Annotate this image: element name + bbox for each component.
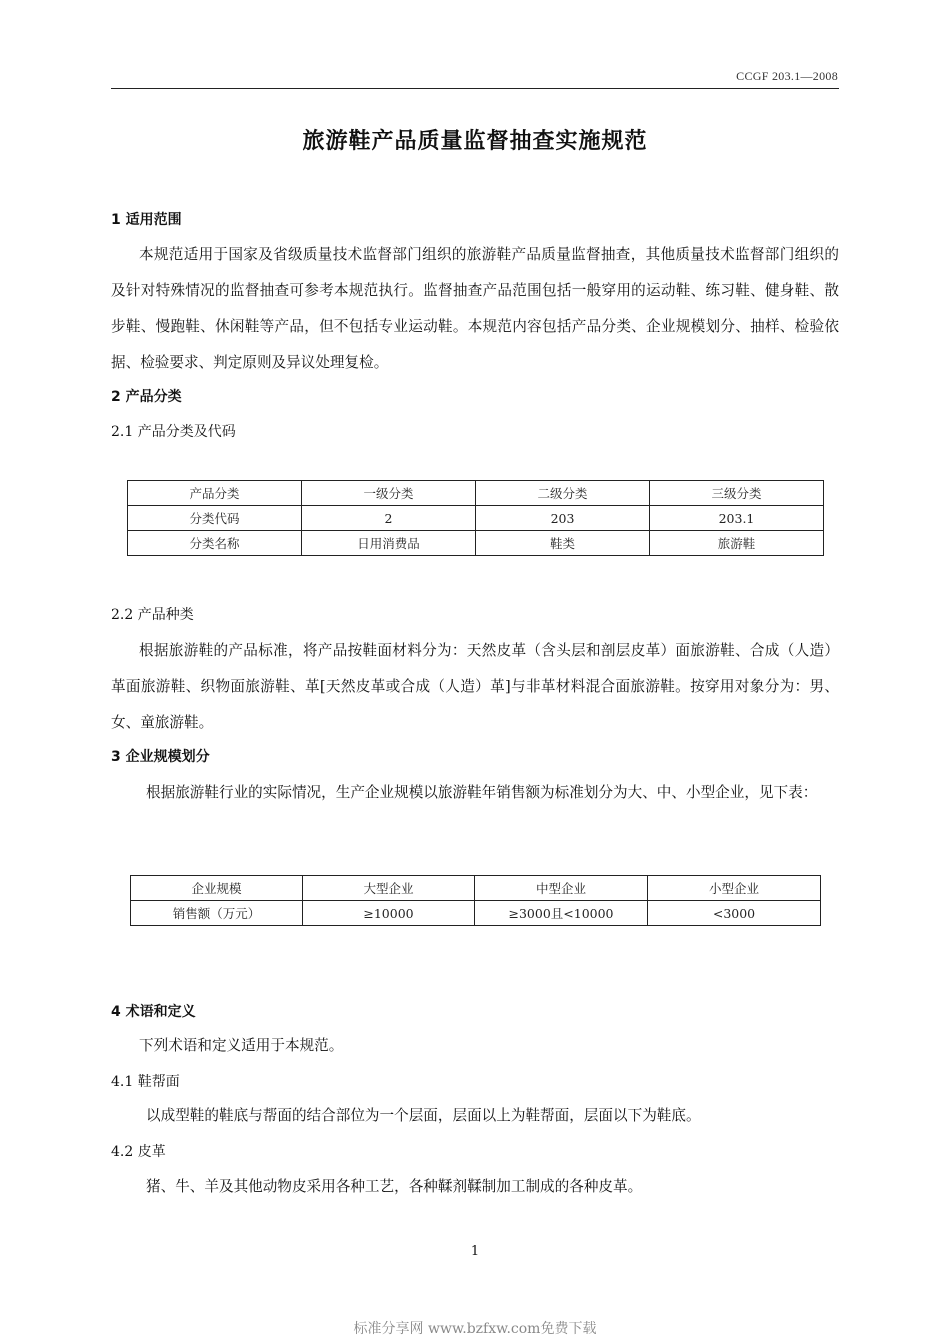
table-row — [128, 531, 824, 556]
section-2-heading: 2 产品分类 — [111, 389, 182, 405]
table-cell: 日用消费品 — [302, 531, 476, 556]
table-cell: 中型企业 — [475, 876, 648, 901]
header-rule — [111, 88, 839, 89]
section-3-paragraph: 根据旅游鞋行业的实际情况，生产企业规模以旅游鞋年销售额为标准划分为大、中、小型企业，见下表： — [146, 784, 818, 801]
section-2-2-paragraph: 根据旅游鞋的产品标准，将产品按鞋面材料分为：天然皮革（含头层和剖层皮革）面旅游鞋、合成（人造）革面旅游鞋、织物面旅游鞋、革[天然皮革或合成（人造）革]与非革材料混合面旅游鞋。按穿用对象分为：男、女、童旅游鞋。 — [111, 642, 839, 731]
table-cell: 2 — [302, 506, 476, 531]
table-row — [128, 506, 824, 531]
section-4-2-definition: 猪、牛、羊及其他动物皮采用各种工艺，各种鞣剂鞣制加工制成的各种皮革。 — [146, 1178, 643, 1195]
section-3-heading: 3 企业规模划分 — [111, 749, 210, 765]
table-cell: 一级分类 — [302, 481, 476, 506]
section-4-1-definition: 以成型鞋的鞋底与帮面的结合部位为一个层面，层面以上为鞋帮面，层面以下为鞋底。 — [146, 1107, 701, 1124]
classification-table — [127, 480, 824, 556]
section-1-heading: 1 适用范围 — [111, 212, 182, 228]
page-number: 1 — [470, 1244, 480, 1259]
table-row — [131, 876, 821, 901]
section-2-1-heading: 2.1 产品分类及代码 — [111, 424, 236, 440]
table-cell: 鞋类 — [476, 531, 650, 556]
table-cell: 分类名称 — [128, 531, 302, 556]
section-2-2-heading: 2.2 产品种类 — [111, 607, 194, 623]
document-code: CCGF 203.1—2008 — [736, 69, 838, 83]
footer-watermark: 标准分享网 www.bzfxw.com免费下载 — [353, 1321, 597, 1337]
table-cell: 203.1 — [650, 506, 824, 531]
table-cell: ≥3000且<10000 — [475, 901, 648, 926]
section-4-heading: 4 术语和定义 — [111, 1004, 196, 1020]
section-4-intro: 下列术语和定义适用于本规范。 — [139, 1037, 344, 1054]
table-cell: 203 — [476, 506, 650, 531]
table-cell: 分类代码 — [128, 506, 302, 531]
table-cell: 销售额（万元） — [131, 901, 303, 926]
section-4-2-heading: 4.2 皮革 — [111, 1144, 166, 1160]
table-cell: 产品分类 — [128, 481, 302, 506]
enterprise-scale-table — [130, 875, 821, 926]
table-cell: 三级分类 — [650, 481, 824, 506]
table-cell: <3000 — [648, 901, 821, 926]
page-title: 旅游鞋产品质量监督抽查实施规范 — [302, 129, 648, 154]
table-cell: 企业规模 — [131, 876, 303, 901]
section-4-1-heading: 4.1 鞋帮面 — [111, 1074, 180, 1090]
section-1-paragraph: 本规范适用于国家及省级质量技术监督部门组织的旅游鞋产品质量监督抽查，其他质量技术监督部门组织的及针对特殊情况的监督抽查可参考本规范执行。监督抽查产品范围包括一般穿用的运动鞋、练习鞋、健身鞋、散步鞋、慢跑鞋、休闲鞋等产品，但不包括专业运动鞋。本规范内容包括产品分类、企业规模划分、抽样、检验依据、检验要求、判定原则及异议处理复检。 — [111, 246, 839, 371]
table-cell: ≥10000 — [303, 901, 475, 926]
table-cell: 大型企业 — [303, 876, 475, 901]
table-cell: 旅游鞋 — [650, 531, 824, 556]
table-cell: 小型企业 — [648, 876, 821, 901]
table-row — [128, 481, 824, 506]
table-cell: 二级分类 — [476, 481, 650, 506]
table-row — [131, 901, 821, 926]
